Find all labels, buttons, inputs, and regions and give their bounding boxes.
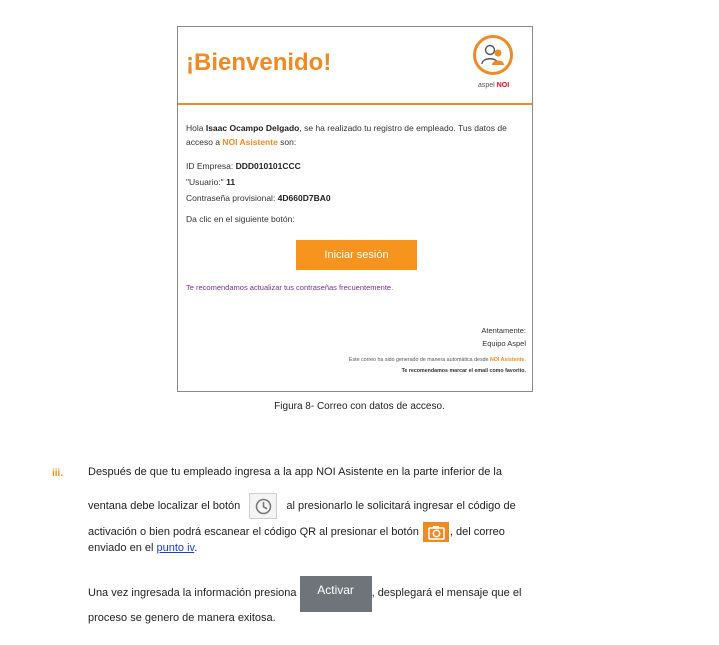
user-label: "Usuario:" (186, 177, 227, 187)
login-button[interactable]: Iniciar sesión (296, 240, 417, 270)
password-line (186, 190, 526, 206)
company-value: DDD010101CCC (235, 161, 301, 171)
header-divider (178, 103, 532, 105)
click-instruction: Da clic en el siguiente botón: (186, 214, 295, 224)
auto-generated-note (349, 357, 526, 363)
user-line (186, 174, 526, 190)
email-body (186, 121, 526, 226)
signature-block (481, 324, 526, 350)
email-header (178, 27, 532, 103)
favorite-note: Te recomendamos marcar el email como favorito. (401, 368, 526, 374)
greeting-middle: , se ha realizado tu registro de empleado. Tus datos de acceso a (186, 123, 507, 147)
footnote-app: NOI Asistente (489, 357, 525, 363)
password-label: Contraseña provisional: (186, 193, 278, 203)
line5-suffix: , desplegará el mensaje que el (371, 587, 522, 599)
closing-text: Atentamente: (481, 326, 526, 335)
history-button[interactable] (249, 493, 277, 519)
camera-icon (428, 525, 445, 540)
step-line-1: Después de que tu empleado ingresa a la app NOI Asistente en la parte inferior de la (88, 466, 502, 478)
footnote-prefix: Este correo ha sido generado de manera automática desde (348, 357, 490, 363)
welcome-title: ¡Bienvenido! (186, 49, 332, 76)
line6: proceso se genero de manera exitosa. (88, 612, 276, 624)
greeting-text (186, 121, 526, 149)
logo-product: NOI (496, 82, 510, 89)
footnote-suffix: . (524, 357, 526, 363)
greeting-prefix: Hola (186, 123, 206, 133)
app-name: NOI Asistente (222, 137, 278, 147)
team-text: Equipo Aspel (482, 339, 526, 348)
step-line-2 (88, 493, 630, 519)
figure-caption: Figura 8- Correo con datos de acceso. (274, 401, 445, 412)
email-preview-card (177, 26, 533, 392)
company-label: ID Empresa: (186, 161, 236, 171)
step-line-5 (88, 576, 630, 624)
password-recommendation: Te recomendamos actualizar tus contraseñas frecuentemente. (186, 283, 394, 292)
step-line-3 (88, 522, 630, 554)
line4-suffix: . (194, 542, 198, 554)
greeting-suffix: son: (277, 137, 297, 147)
line3-prefix: activación o bien podrá escanear el código QR al presionar el botón (88, 525, 419, 538)
employee-name: Isaac Ocampo Delgado (205, 123, 300, 133)
user-value: 11 (226, 177, 236, 187)
line2-suffix: al presionarlo le solicitará ingresar el código de (286, 499, 516, 512)
aspel-noi-logo (478, 82, 509, 89)
line2-prefix: ventana debe localizar el botón (88, 499, 241, 512)
point-iv-link[interactable]: punto iv (156, 542, 195, 554)
camera-button[interactable] (423, 522, 449, 542)
clock-icon (255, 498, 272, 515)
line5-prefix: Una vez ingresada la información presiona (88, 587, 297, 599)
company-id-line (186, 158, 526, 174)
activate-button[interactable] (300, 576, 372, 612)
line4-prefix: enviado en el (88, 542, 157, 554)
activate-label: Activar (317, 583, 354, 597)
logo-brand: aspel (478, 82, 495, 89)
person-group-icon (473, 35, 513, 75)
list-marker: iii. (52, 468, 64, 479)
password-value: 4D660D7BA0 (277, 193, 331, 203)
line3-suffix: , del correo (449, 525, 505, 538)
